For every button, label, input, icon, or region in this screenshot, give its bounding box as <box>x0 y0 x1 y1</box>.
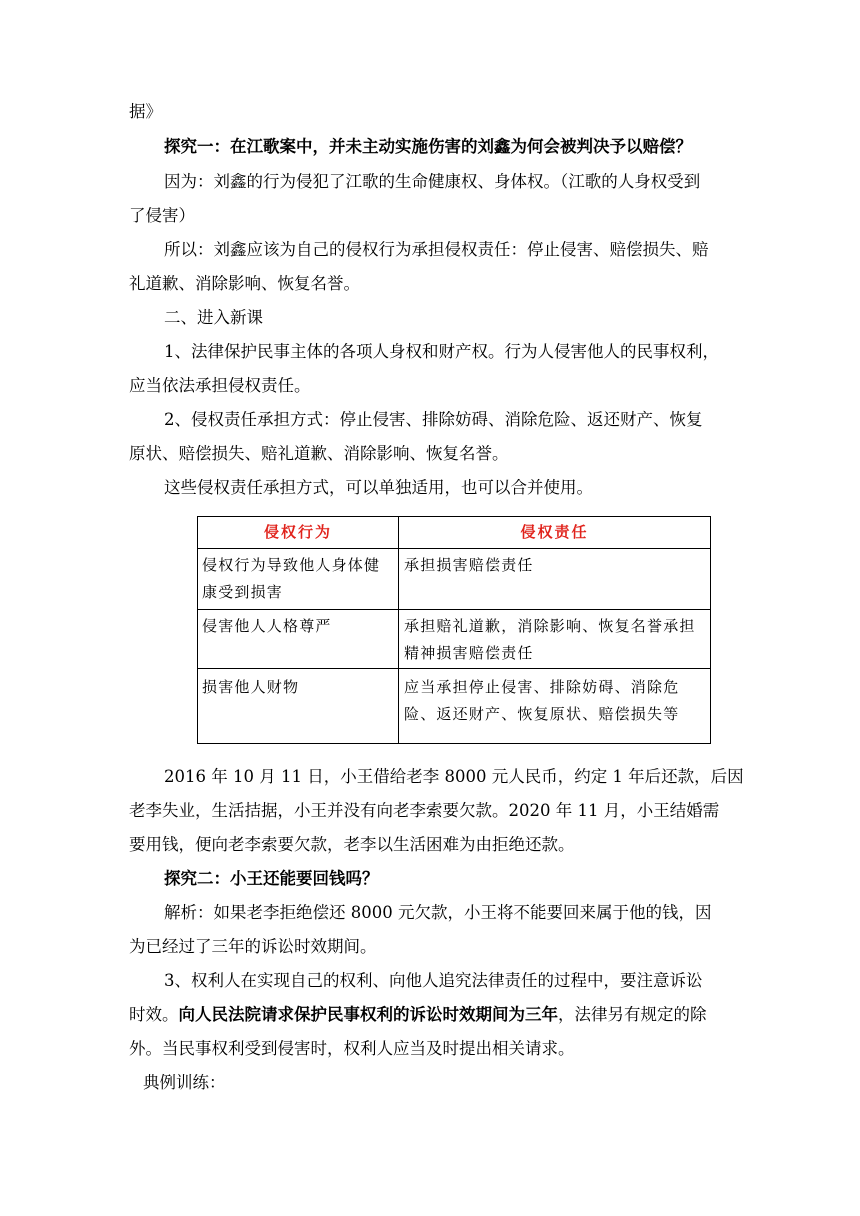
text-line: 应当依法承担侵权责任。 <box>129 376 311 395</box>
table-divider <box>198 548 710 549</box>
example-heading: 典例训练： <box>143 1073 226 1092</box>
text-line: 礼道歉、消除影响、恢复名誉。 <box>129 274 360 293</box>
text-line: 要用钱，便向老李索要欠款，老李以生活困难为由拒绝还款。 <box>129 835 575 854</box>
text-line: 2、侵权责任承担方式：停止侵害、排除妨碍、消除危险、返还财产、恢复 <box>164 410 703 429</box>
text-line: 据》 <box>129 102 162 121</box>
text-line: 原状、赔偿损失、赔礼道歉、消除影响、恢复名誉。 <box>129 444 509 463</box>
text-line: 为已经过了三年的诉讼时效期间。 <box>129 937 377 956</box>
table-divider <box>398 517 399 743</box>
text-segment: ，法律另有规定的除 <box>558 1005 707 1024</box>
text-line: 2016 年 10 月 11 日，小王借给老李 8000 元人民币，约定 1 年后还款，后因 <box>164 767 744 786</box>
table-cell: 侵权行为导致他人身体健康受到损害 <box>202 556 381 601</box>
table-cell: 承担损害赔偿责任 <box>404 556 534 574</box>
text-line: 3、权利人在实现自己的权利、向他人追究法律责任的过程中，要注意诉讼 <box>164 971 703 990</box>
table-cell: 损害他人财物 <box>202 678 300 696</box>
text-line: 这些侵权责任承担方式，可以单独适用，也可以合并使用。 <box>164 478 593 497</box>
text-line: 老李失业，生活拮据，小王并没有向老李索要欠款。2020 年 11 月，小王结婚需 <box>129 801 720 820</box>
text-line: 所以：刘鑫应该为自己的侵权行为承担侵权责任：停止侵害、赔偿损失、赔 <box>164 240 709 259</box>
text-line: 外。当民事权利受到侵害时，权利人应当及时提出相关请求。 <box>129 1039 575 1058</box>
table-cell: 侵害他人人格尊严 <box>202 617 332 635</box>
emphasized-text: 向人民法院请求保护民事权利的诉讼时效期间为三年 <box>178 1005 558 1024</box>
text-line: 1、法律保护民事主体的各项人身权和财产权。行为人侵害他人的民事权利， <box>164 342 719 361</box>
inquiry-two-heading: 探究二：小王还能要回钱吗？ <box>164 869 379 888</box>
text-line: 了侵害） <box>129 206 195 225</box>
table-divider <box>198 609 710 610</box>
text-line: 解析：如果老李拒绝偿还 8000 元欠款，小王将不能要回来属于他的钱，因 <box>164 903 712 922</box>
section-heading: 二、进入新课 <box>164 308 263 327</box>
table-header-cell: 侵权行为 <box>263 523 332 541</box>
text-line <box>129 1004 707 1026</box>
table-divider <box>198 668 710 669</box>
text-line: 因为：刘鑫的行为侵犯了江歌的生命健康权、身体权。（江歌的人身权受到 <box>164 172 701 191</box>
table-cell: 承担赔礼道歉，消除影响、恢复名誉承担精神损害赔偿责任 <box>404 617 696 662</box>
table-cell: 应当承担停止侵害、排除妨碍、消除危险、返还财产、恢复原状、赔偿损失等 <box>404 678 680 723</box>
tort-liability-table <box>197 516 711 744</box>
inquiry-one-heading: 探究一：在江歌案中，并未主动实施伤害的刘鑫为何会被判决予以赔偿？ <box>164 137 692 156</box>
table-header-cell: 侵权责任 <box>520 523 589 541</box>
text-segment: 时效。 <box>129 1005 179 1024</box>
